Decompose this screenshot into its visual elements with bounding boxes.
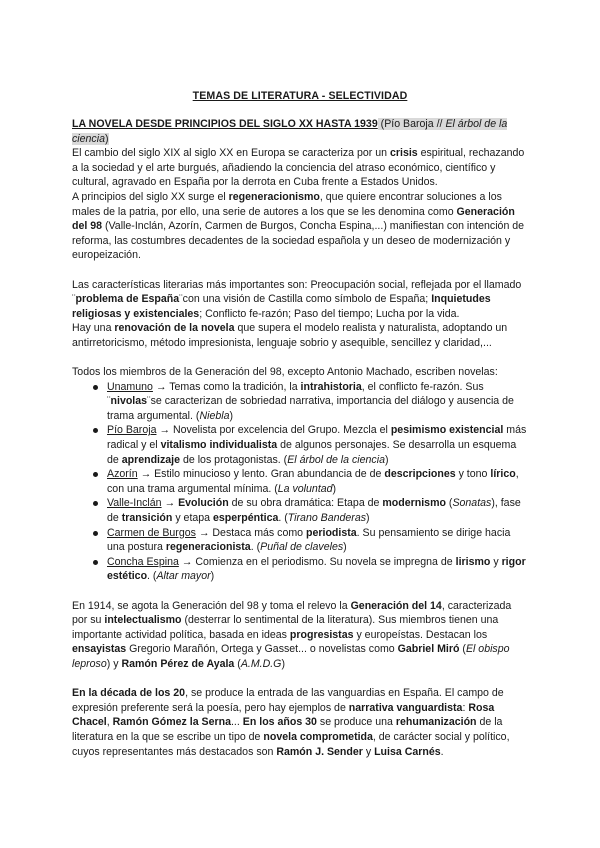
paragraph-spacer — [72, 263, 528, 278]
list-item-valle-inclan: Valle-Inclán → Evolución de su obra dramática: Etapa de modernismo (Sonatas), fase de transición y etapa esperpéntica. (Tirano Banderas) — [107, 496, 528, 525]
paragraph-spacer — [72, 672, 528, 687]
list-item-concha-espina: Concha Espina → Comienza en el periodismo. Su novela se impregna de lirismo y rigor estético. (Altar mayor) — [107, 555, 528, 584]
section-heading-line — [72, 117, 528, 146]
list-item-carmen-de-burgos: Carmen de Burgos → Destaca más como periodista. Su pensamiento se dirige hacia una postura regeneracionista. (Puñal de claveles) — [107, 526, 528, 555]
paragraph-regeneracionismo: A principios del siglo XX surge el regeneracionismo, que quiere encontrar soluciones a los males de la patria, por ello, una serie de autores a los que se les denomina como Generación del 98 (Valle-Inclán, Azorín, Carmen de Burgos, Concha Espina,...) manifiestan con intención de reforma, las costumbres decadentes de la sociedad española y un deseo de modernización y europeización. — [72, 190, 525, 262]
paragraph-vanguardias: En la década de los 20, se produce la entrada de las vanguardias en España. El campo de expresión preferente será la poesía, pero hay ejemplos de narrativa vanguardista: Rosa Chacel, Ramón Gómez la Serna... En los años 30 se produce una rehumanización de la literatura en la que se escribe un tipo de novela comprometida, de carácter social y político, cuyos representantes más destacados son Ramón J. Sender y Luisa Carnés. — [72, 687, 510, 758]
paragraph-spacer — [72, 351, 528, 366]
section-heading: LA NOVELA DESDE PRINCIPIOS DEL SIGLO XX HASTA 1939 — [72, 118, 378, 130]
list-item-unamuno: Unamuno → Temas como la tradición, la intrahistoria, el conflicto fe-razón. Sus ¨nivolas¨se caracterizan de sobriedad narrativa, importancia del diálogo y ausencia de trama argumental. (Niebla) — [107, 380, 528, 424]
paragraph-miembros: Todos los miembros de la Generación del 98, excepto Antonio Machado, escriben novelas: — [72, 366, 498, 379]
document-body — [72, 117, 528, 759]
paragraph-generacion-14: En 1914, se agota la Generación del 98 y toma el relevo la Generación del 14, caracterizada por su intelectualismo (desterrar lo sentimental de la literatura). Sus miembros tienen una importante actividad política, basada en ideas progresistas y europeístas. Destacan los ensayistas Gregorio Marañón, Ortega y Gasset... o novelistas como Gabriel Miró (El obispo leproso) y Ramón Pérez de Ayala (A.M.D.G) — [72, 599, 512, 670]
list-item-pio-baroja: Pío Baroja → Novelista por excelencia del Grupo. Mezcla el pesimismo existencial más radical y el vitalismo individualista de algunos personajes. Se desarrolla un esquema de aprendizaje de los protagonistas. (El árbol de la ciencia) — [107, 424, 527, 466]
paragraph-crisis: El cambio del siglo XIX al siglo XX en Europa se caracteriza por un crisis espiritual, rechazando a la sociedad y el arte burgués, añadiendo la conciencia del atraso económico, científico y cultural, agravado en España por la derrota en Cuba frente a Estados Unidos. — [72, 147, 525, 189]
document-title: TEMAS DE LITERATURA - SELECTIVIDAD — [192, 90, 408, 102]
paragraph-spacer — [72, 584, 528, 599]
paragraph-renovacion: Hay una renovación de la novela que supera el modelo realista y naturalista, adoptando un antirretoricismo, método impresionista, lenguaje sobrio y asequible, sencillez y claridad,... — [72, 322, 508, 349]
section-author-reference: (Pío Baroja // El árbol de la ciencia) — [72, 118, 508, 145]
authors-list — [72, 380, 528, 584]
paragraph-caracteristicas: Las características literarias más importantes son: Preocupación social, reflejada por el llamado ¨problema de España¨con una visión de Castilla como símbolo de España; Inquietudes religiosas y existenciales; Conflicto fe-razón; Paso del tiempo; Lucha por la vida. — [72, 278, 522, 320]
list-item-azorin: Azorín → Estilo minucioso y lento. Gran abundancia de de descripciones y tono lírico, con una trama argumental mínima. (La voluntad) — [107, 467, 528, 496]
